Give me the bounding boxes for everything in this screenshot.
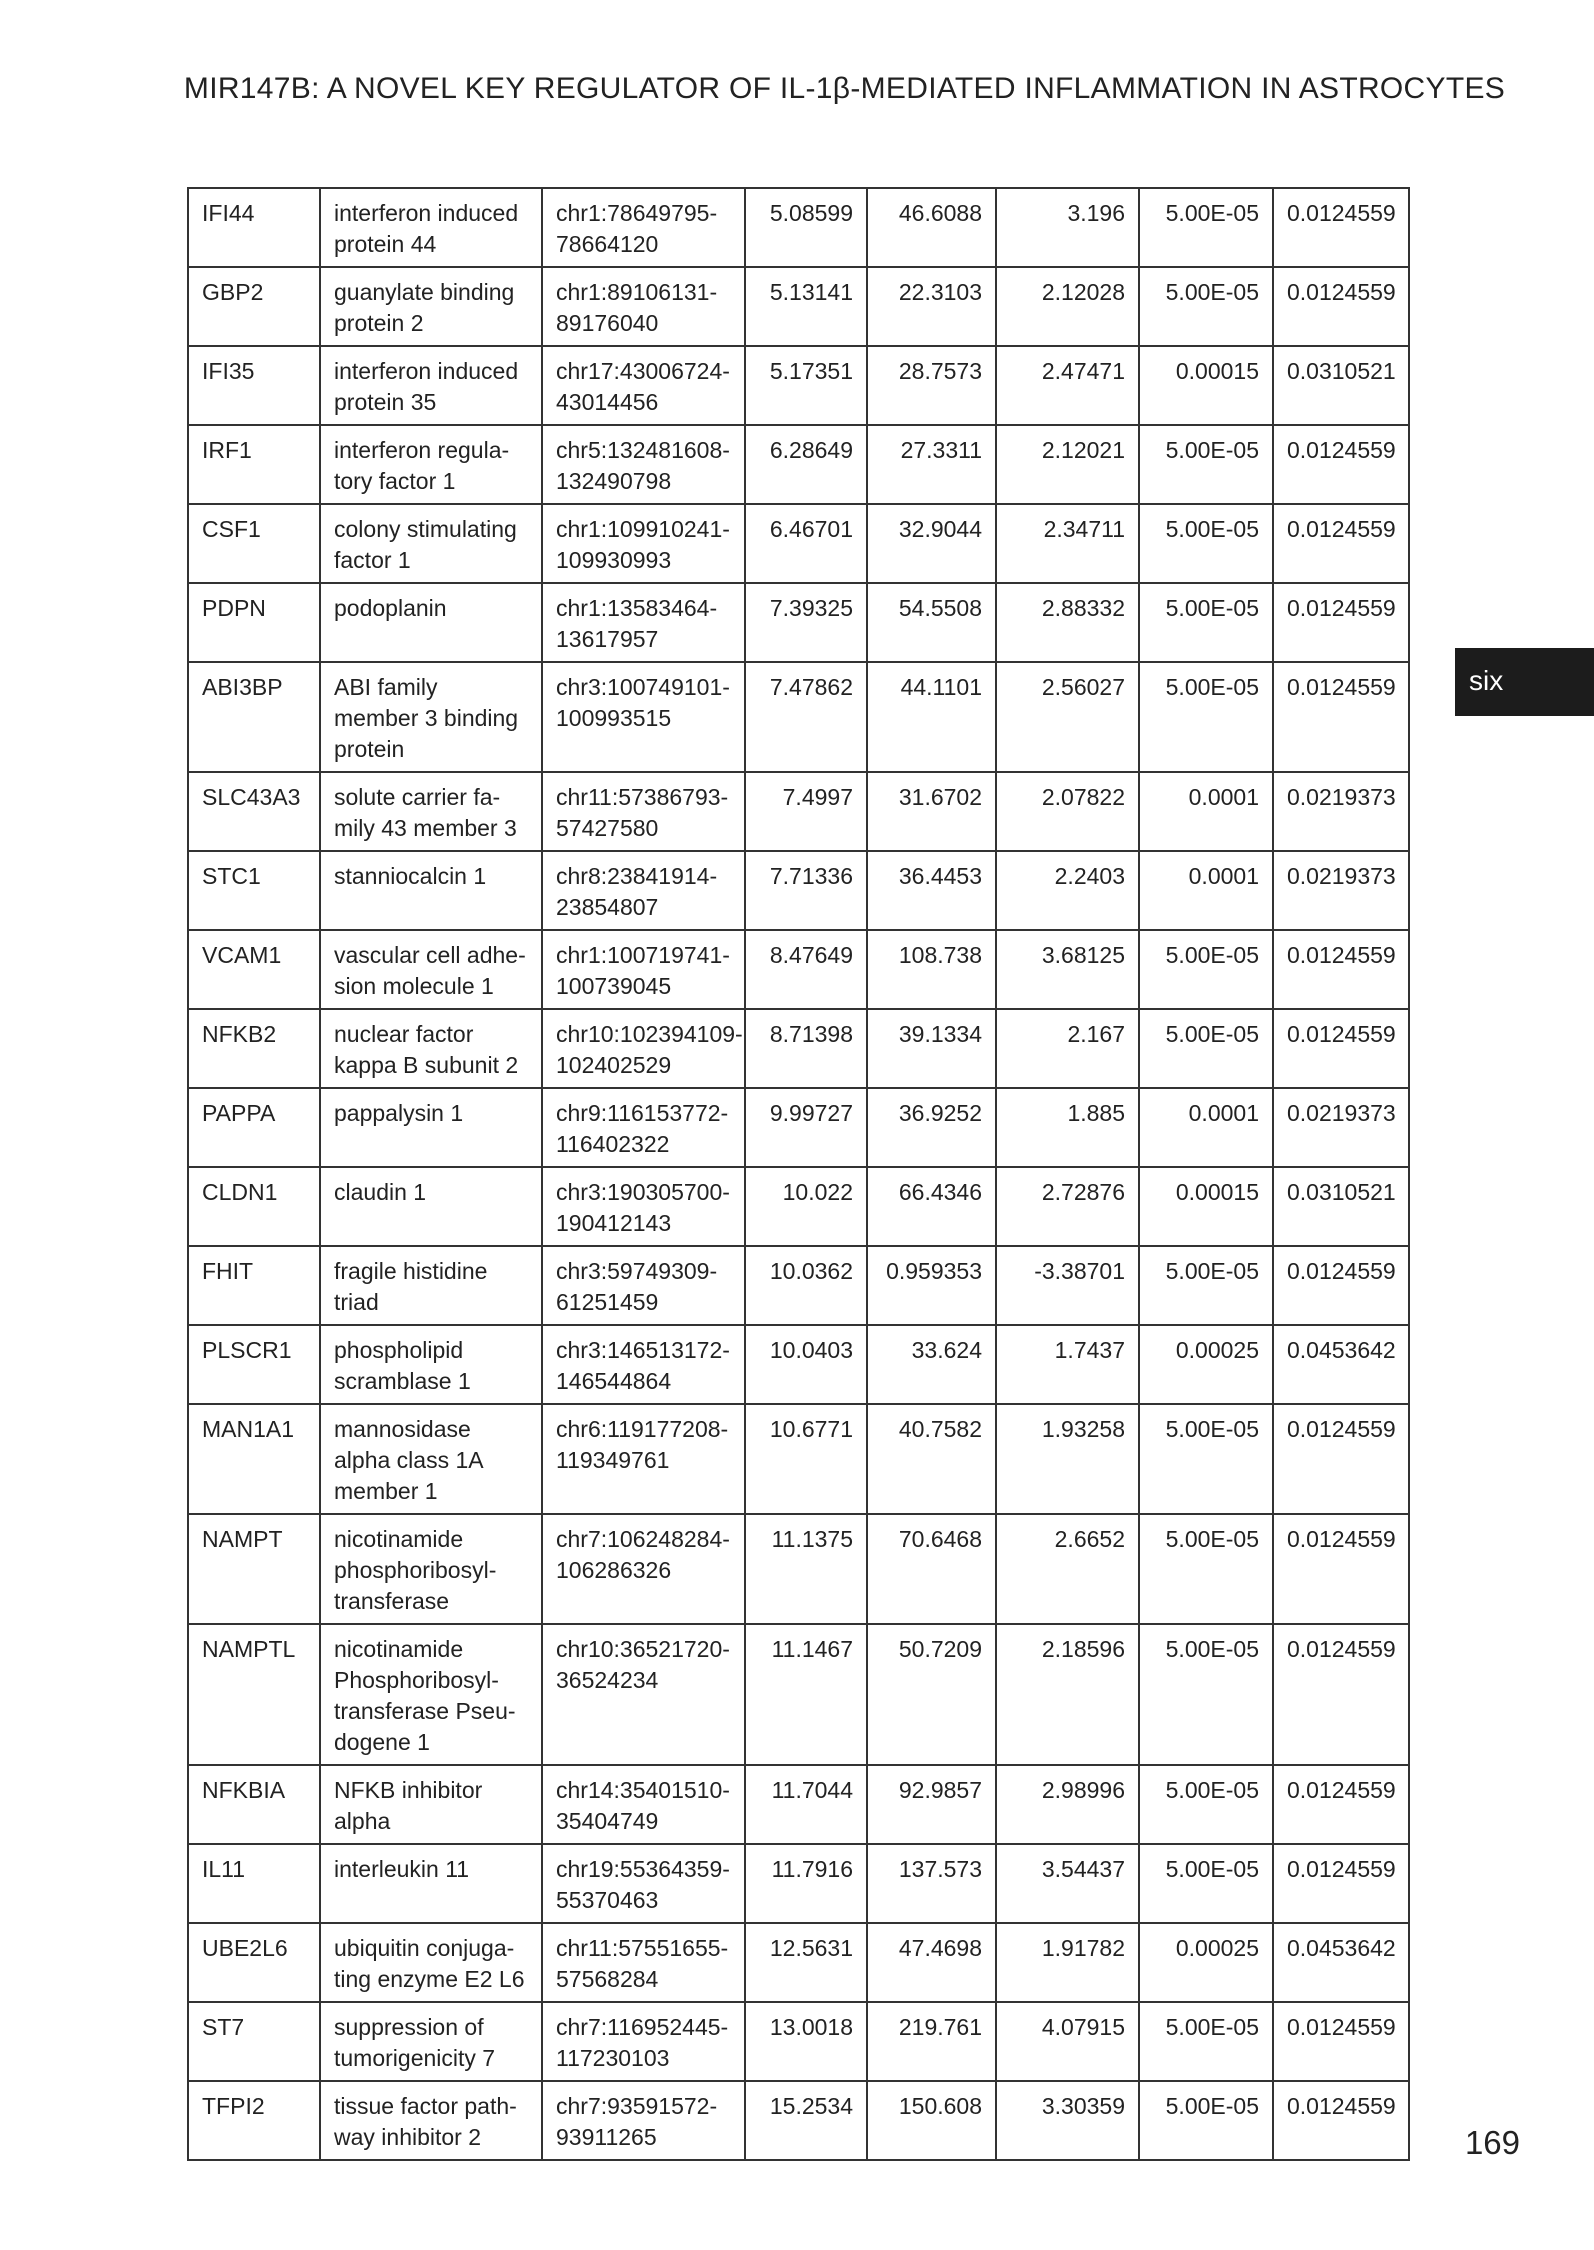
log2-fold-change-cell: 2.88332 xyxy=(996,583,1139,662)
gene-name-cell: phospholipid scramblase 1 xyxy=(320,1325,542,1404)
running-header xyxy=(0,72,1594,106)
locus-cell: chr7:93591572-93911265 xyxy=(542,2081,745,2160)
p-value-cell: 0.0001 xyxy=(1139,851,1273,930)
locus-cell: chr1:78649795-78664120 xyxy=(542,188,745,267)
log2-fold-change-cell: -3.38701 xyxy=(996,1246,1139,1325)
value-2-cell: 39.1334 xyxy=(867,1009,996,1088)
log2-fold-change-cell: 2.72876 xyxy=(996,1167,1139,1246)
table-row xyxy=(188,662,1409,772)
value-1-cell: 7.39325 xyxy=(745,583,867,662)
gene-name-cell: nuclear factor kappa B subunit 2 xyxy=(320,1009,542,1088)
table-row xyxy=(188,851,1409,930)
gene-name-cell: colony stimulating factor 1 xyxy=(320,504,542,583)
value-2-cell: 40.7582 xyxy=(867,1404,996,1514)
value-2-cell: 31.6702 xyxy=(867,772,996,851)
locus-cell: chr5:132481608-132490798 xyxy=(542,425,745,504)
value-2-cell: 0.959353 xyxy=(867,1246,996,1325)
log2-fold-change-cell: 3.30359 xyxy=(996,2081,1139,2160)
q-value-cell: 0.0124559 xyxy=(1273,1765,1409,1844)
gene-table xyxy=(187,187,1410,2161)
value-2-cell: 108.738 xyxy=(867,930,996,1009)
p-value-cell: 5.00E-05 xyxy=(1139,2081,1273,2160)
table-row xyxy=(188,1624,1409,1765)
page-number: 169 xyxy=(1464,2124,1520,2161)
value-1-cell: 6.28649 xyxy=(745,425,867,504)
table-row xyxy=(188,188,1409,267)
log2-fold-change-cell: 2.12021 xyxy=(996,425,1139,504)
value-2-cell: 44.1101 xyxy=(867,662,996,772)
value-1-cell: 7.71336 xyxy=(745,851,867,930)
log2-fold-change-cell: 2.56027 xyxy=(996,662,1139,772)
q-value-cell: 0.0124559 xyxy=(1273,1404,1409,1514)
gene-name-cell: interferon induced protein 35 xyxy=(320,346,542,425)
gene-name-cell: stanniocalcin 1 xyxy=(320,851,542,930)
p-value-cell: 5.00E-05 xyxy=(1139,930,1273,1009)
gene-symbol-cell: PLSCR1 xyxy=(188,1325,320,1404)
locus-cell: chr7:106248284-106286326 xyxy=(542,1514,745,1624)
gene-symbol-cell: VCAM1 xyxy=(188,930,320,1009)
p-value-cell: 5.00E-05 xyxy=(1139,1624,1273,1765)
p-value-cell: 5.00E-05 xyxy=(1139,2002,1273,2081)
value-1-cell: 8.71398 xyxy=(745,1009,867,1088)
value-2-cell: 219.761 xyxy=(867,2002,996,2081)
p-value-cell: 5.00E-05 xyxy=(1139,1404,1273,1514)
gene-name-cell: mannosidase alpha class 1A member 1 xyxy=(320,1404,542,1514)
q-value-cell: 0.0124559 xyxy=(1273,2002,1409,2081)
table-row xyxy=(188,1404,1409,1514)
gene-name-cell: nicotinamide phosphoribosyl-transferase xyxy=(320,1514,542,1624)
value-1-cell: 5.17351 xyxy=(745,346,867,425)
value-2-cell: 47.4698 xyxy=(867,1923,996,2002)
gene-name-cell: interferon regula-tory factor 1 xyxy=(320,425,542,504)
log2-fold-change-cell: 1.7437 xyxy=(996,1325,1139,1404)
value-2-cell: 36.9252 xyxy=(867,1088,996,1167)
log2-fold-change-cell: 2.18596 xyxy=(996,1624,1139,1765)
q-value-cell: 0.0124559 xyxy=(1273,2081,1409,2160)
value-1-cell: 10.0403 xyxy=(745,1325,867,1404)
gene-name-cell: guanylate binding protein 2 xyxy=(320,267,542,346)
value-2-cell: 137.573 xyxy=(867,1844,996,1923)
locus-cell: chr8:23841914-23854807 xyxy=(542,851,745,930)
q-value-cell: 0.0124559 xyxy=(1273,662,1409,772)
gene-name-cell: pappalysin 1 xyxy=(320,1088,542,1167)
value-2-cell: 36.4453 xyxy=(867,851,996,930)
value-1-cell: 10.0362 xyxy=(745,1246,867,1325)
p-value-cell: 5.00E-05 xyxy=(1139,1009,1273,1088)
p-value-cell: 0.00025 xyxy=(1139,1923,1273,2002)
locus-cell: chr3:146513172-146544864 xyxy=(542,1325,745,1404)
q-value-cell: 0.0124559 xyxy=(1273,267,1409,346)
gene-symbol-cell: NFKBIA xyxy=(188,1765,320,1844)
q-value-cell: 0.0310521 xyxy=(1273,1167,1409,1246)
locus-cell: chr1:109910241-109930993 xyxy=(542,504,745,583)
gene-name-cell: ABI family member 3 binding protein xyxy=(320,662,542,772)
p-value-cell: 5.00E-05 xyxy=(1139,425,1273,504)
p-value-cell: 5.00E-05 xyxy=(1139,583,1273,662)
gene-symbol-cell: ABI3BP xyxy=(188,662,320,772)
gene-symbol-cell: IRF1 xyxy=(188,425,320,504)
locus-cell: chr14:35401510-35404749 xyxy=(542,1765,745,1844)
locus-cell: chr3:190305700-190412143 xyxy=(542,1167,745,1246)
log2-fold-change-cell: 3.196 xyxy=(996,188,1139,267)
value-2-cell: 22.3103 xyxy=(867,267,996,346)
gene-symbol-cell: NAMPTL xyxy=(188,1624,320,1765)
gene-symbol-cell: IFI44 xyxy=(188,188,320,267)
gene-symbol-cell: IFI35 xyxy=(188,346,320,425)
gene-name-cell: podoplanin xyxy=(320,583,542,662)
log2-fold-change-cell: 4.07915 xyxy=(996,2002,1139,2081)
locus-cell: chr11:57551655-57568284 xyxy=(542,1923,745,2002)
p-value-cell: 0.0001 xyxy=(1139,1088,1273,1167)
table-row xyxy=(188,1844,1409,1923)
value-1-cell: 6.46701 xyxy=(745,504,867,583)
gene-name-cell: fragile histidine triad xyxy=(320,1246,542,1325)
table-row xyxy=(188,346,1409,425)
gene-symbol-cell: UBE2L6 xyxy=(188,1923,320,2002)
q-value-cell: 0.0310521 xyxy=(1273,346,1409,425)
log2-fold-change-cell: 2.167 xyxy=(996,1009,1139,1088)
log2-fold-change-cell: 1.885 xyxy=(996,1088,1139,1167)
p-value-cell: 5.00E-05 xyxy=(1139,504,1273,583)
value-1-cell: 15.2534 xyxy=(745,2081,867,2160)
value-1-cell: 11.1375 xyxy=(745,1514,867,1624)
value-2-cell: 66.4346 xyxy=(867,1167,996,1246)
gene-symbol-cell: CLDN1 xyxy=(188,1167,320,1246)
value-1-cell: 9.99727 xyxy=(745,1088,867,1167)
value-2-cell: 27.3311 xyxy=(867,425,996,504)
q-value-cell: 0.0124559 xyxy=(1273,1514,1409,1624)
log2-fold-change-cell: 3.68125 xyxy=(996,930,1139,1009)
value-1-cell: 13.0018 xyxy=(745,2002,867,2081)
gene-symbol-cell: SLC43A3 xyxy=(188,772,320,851)
p-value-cell: 5.00E-05 xyxy=(1139,1246,1273,1325)
table-row xyxy=(188,1167,1409,1246)
gene-symbol-cell: PDPN xyxy=(188,583,320,662)
gene-name-cell: suppression of tumorigenicity 7 xyxy=(320,2002,542,2081)
q-value-cell: 0.0124559 xyxy=(1273,188,1409,267)
value-1-cell: 11.7916 xyxy=(745,1844,867,1923)
table-row xyxy=(188,2081,1409,2160)
table-row xyxy=(188,2002,1409,2081)
value-2-cell: 46.6088 xyxy=(867,188,996,267)
q-value-cell: 0.0124559 xyxy=(1273,930,1409,1009)
table-row xyxy=(188,1325,1409,1404)
gene-name-cell: interferon induced protein 44 xyxy=(320,188,542,267)
value-1-cell: 7.4997 xyxy=(745,772,867,851)
locus-cell: chr10:102394109-102402529 xyxy=(542,1009,745,1088)
q-value-cell: 0.0219373 xyxy=(1273,772,1409,851)
value-1-cell: 5.08599 xyxy=(745,188,867,267)
running-title: MIR147B: A NOVEL KEY REGULATOR OF IL-1β-MEDIATED INFLAMMATION IN ASTROCYTES xyxy=(183,72,1506,105)
table-row xyxy=(188,425,1409,504)
table-row xyxy=(188,930,1409,1009)
q-value-cell: 0.0124559 xyxy=(1273,583,1409,662)
q-value-cell: 0.0124559 xyxy=(1273,1246,1409,1325)
value-2-cell: 150.608 xyxy=(867,2081,996,2160)
value-1-cell: 8.47649 xyxy=(745,930,867,1009)
table-row xyxy=(188,1514,1409,1624)
log2-fold-change-cell: 2.2403 xyxy=(996,851,1139,930)
log2-fold-change-cell: 3.54437 xyxy=(996,1844,1139,1923)
q-value-cell: 0.0453642 xyxy=(1273,1923,1409,2002)
gene-name-cell: NFKB inhibitor alpha xyxy=(320,1765,542,1844)
locus-cell: chr1:13583464-13617957 xyxy=(542,583,745,662)
gene-symbol-cell: CSF1 xyxy=(188,504,320,583)
table-row xyxy=(188,1009,1409,1088)
gene-symbol-cell: GBP2 xyxy=(188,267,320,346)
value-2-cell: 32.9044 xyxy=(867,504,996,583)
gene-symbol-cell: STC1 xyxy=(188,851,320,930)
log2-fold-change-cell: 2.98996 xyxy=(996,1765,1139,1844)
gene-name-cell: interleukin 11 xyxy=(320,1844,542,1923)
locus-cell: chr10:36521720-36524234 xyxy=(542,1624,745,1765)
p-value-cell: 0.0001 xyxy=(1139,772,1273,851)
gene-symbol-cell: IL11 xyxy=(188,1844,320,1923)
value-2-cell: 92.9857 xyxy=(867,1765,996,1844)
q-value-cell: 0.0124559 xyxy=(1273,1844,1409,1923)
gene-symbol-cell: TFPI2 xyxy=(188,2081,320,2160)
table-row xyxy=(188,1246,1409,1325)
value-2-cell: 33.624 xyxy=(867,1325,996,1404)
locus-cell: chr7:116952445-117230103 xyxy=(542,2002,745,2081)
value-2-cell: 28.7573 xyxy=(867,346,996,425)
p-value-cell: 5.00E-05 xyxy=(1139,1514,1273,1624)
value-1-cell: 7.47862 xyxy=(745,662,867,772)
log2-fold-change-cell: 2.12028 xyxy=(996,267,1139,346)
gene-symbol-cell: FHIT xyxy=(188,1246,320,1325)
gene-name-cell: ubiquitin conjuga-ting enzyme E2 L6 xyxy=(320,1923,542,2002)
table-row xyxy=(188,583,1409,662)
value-1-cell: 11.1467 xyxy=(745,1624,867,1765)
locus-cell: chr1:100719741-100739045 xyxy=(542,930,745,1009)
p-value-cell: 5.00E-05 xyxy=(1139,188,1273,267)
log2-fold-change-cell: 2.34711 xyxy=(996,504,1139,583)
locus-cell: chr1:89106131-89176040 xyxy=(542,267,745,346)
chapter-tab-label: six xyxy=(1469,665,1504,696)
table-row xyxy=(188,772,1409,851)
table-row xyxy=(188,1088,1409,1167)
value-2-cell: 54.5508 xyxy=(867,583,996,662)
locus-cell: chr19:55364359-55370463 xyxy=(542,1844,745,1923)
q-value-cell: 0.0219373 xyxy=(1273,1088,1409,1167)
log2-fold-change-cell: 1.91782 xyxy=(996,1923,1139,2002)
locus-cell: chr9:116153772-116402322 xyxy=(542,1088,745,1167)
log2-fold-change-cell: 2.07822 xyxy=(996,772,1139,851)
q-value-cell: 0.0453642 xyxy=(1273,1325,1409,1404)
p-value-cell: 5.00E-05 xyxy=(1139,1765,1273,1844)
value-1-cell: 5.13141 xyxy=(745,267,867,346)
p-value-cell: 5.00E-05 xyxy=(1139,662,1273,772)
gene-symbol-cell: ST7 xyxy=(188,2002,320,2081)
gene-name-cell: vascular cell adhe-sion molecule 1 xyxy=(320,930,542,1009)
p-value-cell: 0.00015 xyxy=(1139,346,1273,425)
table-row xyxy=(188,504,1409,583)
q-value-cell: 0.0124559 xyxy=(1273,504,1409,583)
locus-cell: chr3:59749309-61251459 xyxy=(542,1246,745,1325)
table-row xyxy=(188,1923,1409,2002)
gene-name-cell: nicotinamide Phosphoribosyl-transferase Pseu-dogene 1 xyxy=(320,1624,542,1765)
q-value-cell: 0.0124559 xyxy=(1273,1624,1409,1765)
gene-symbol-cell: PAPPA xyxy=(188,1088,320,1167)
p-value-cell: 5.00E-05 xyxy=(1139,267,1273,346)
table-row xyxy=(188,1765,1409,1844)
p-value-cell: 0.00015 xyxy=(1139,1167,1273,1246)
p-value-cell: 5.00E-05 xyxy=(1139,1844,1273,1923)
value-1-cell: 12.5631 xyxy=(745,1923,867,2002)
value-1-cell: 10.6771 xyxy=(745,1404,867,1514)
gene-symbol-cell: NFKB2 xyxy=(188,1009,320,1088)
gene-name-cell: claudin 1 xyxy=(320,1167,542,1246)
gene-symbol-cell: NAMPT xyxy=(188,1514,320,1624)
value-1-cell: 10.022 xyxy=(745,1167,867,1246)
value-1-cell: 11.7044 xyxy=(745,1765,867,1844)
gene-name-cell: tissue factor path-way inhibitor 2 xyxy=(320,2081,542,2160)
value-2-cell: 50.7209 xyxy=(867,1624,996,1765)
value-2-cell: 70.6468 xyxy=(867,1514,996,1624)
log2-fold-change-cell: 1.93258 xyxy=(996,1404,1139,1514)
gene-symbol-cell: MAN1A1 xyxy=(188,1404,320,1514)
p-value-cell: 0.00025 xyxy=(1139,1325,1273,1404)
log2-fold-change-cell: 2.6652 xyxy=(996,1514,1139,1624)
locus-cell: chr17:43006724-43014456 xyxy=(542,346,745,425)
gene-name-cell: solute carrier fa-mily 43 member 3 xyxy=(320,772,542,851)
q-value-cell: 0.0124559 xyxy=(1273,1009,1409,1088)
locus-cell: chr11:57386793-57427580 xyxy=(542,772,745,851)
chapter-tab xyxy=(1455,648,1594,716)
table-body xyxy=(188,188,1409,2160)
q-value-cell: 0.0219373 xyxy=(1273,851,1409,930)
q-value-cell: 0.0124559 xyxy=(1273,425,1409,504)
locus-cell: chr3:100749101-100993515 xyxy=(542,662,745,772)
log2-fold-change-cell: 2.47471 xyxy=(996,346,1139,425)
locus-cell: chr6:119177208-119349761 xyxy=(542,1404,745,1514)
table-row xyxy=(188,267,1409,346)
